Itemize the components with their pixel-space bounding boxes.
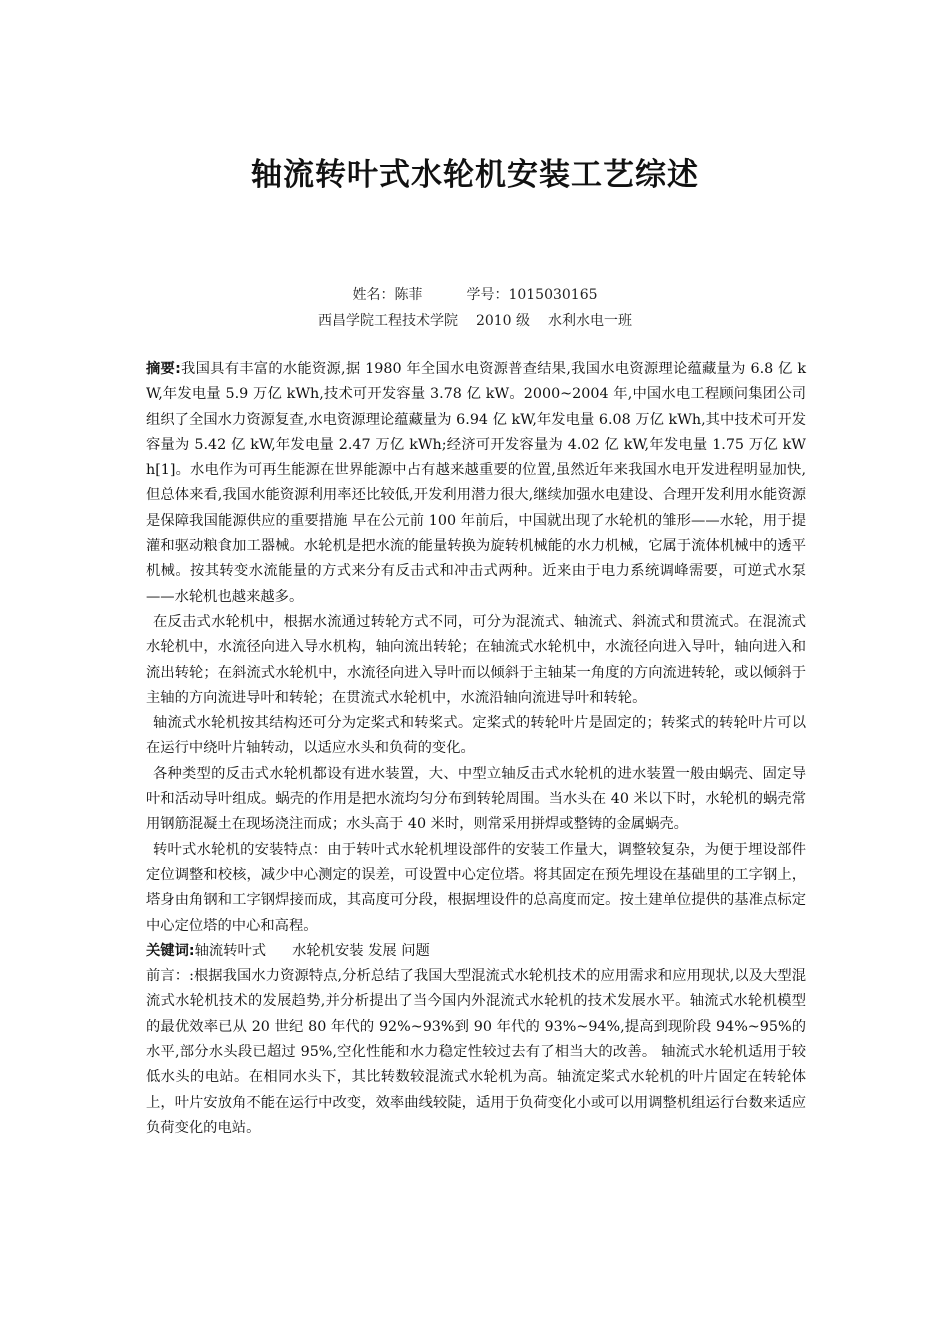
keyword-item: 水轮机安装	[292, 942, 364, 959]
school-name: 西昌学院工程技术学院	[317, 313, 458, 329]
body-paragraph-1: 在反击式水轮机中，根据水流通过转轮方式不同，可分为混流式、轴流式、斜流式和贯流式。在混流式水轮机中，水流径向进入导水机构，轴向流出转轮；在轴流式水轮机中，水流径向进入导叶，轴向进入和流出转轮；在斜流式水轮机中，水流径向进入导叶而以倾斜于主轴某一角度的方向流进转轮，或以倾斜于主轴的方向流进导叶和转轮；在贯流式水轮机中，水流沿轴向流进导叶和转轮。	[146, 613, 806, 706]
abstract-paragraph	[146, 357, 806, 610]
keyword-item: 轴流转叶式	[194, 942, 267, 959]
keyword-item: 问题	[401, 942, 430, 959]
body-paragraph-2: 轴流式水轮机按其结构还可分为定桨式和转桨式。定桨式的转轮叶片是固定的；转桨式的转轮叶片可以在运行中绕叶片轴转动，以适应水头和负荷的变化。	[146, 715, 806, 757]
class-name: 水利水电一班	[548, 313, 633, 329]
author-name: 陈菲	[394, 287, 423, 303]
student-id-label: 学号：	[466, 287, 509, 303]
document-title: 轴流转叶式水轮机安装工艺综述	[251, 157, 699, 193]
preface-paragraph	[146, 964, 806, 1141]
abstract-label: 摘要:	[146, 361, 181, 377]
abstract-text: 我国具有丰富的水能资源,据 1980 年全国水电资源普查结果,我国水电资源理论蕴藏量为 6.8 亿 kW,年发电量 5.9 万亿 kWh,技术可开发容量 3.78 亿 kW。2000~2004 年,中国水电工程顾问集团公司组织了全国水力资源复查,水电资源理论蕴藏量为 6.94 亿 kW,年发电量 6.08 万亿 kWh,其中技术可开发容量为 5.42 亿 kW,年发电量 2.47 万亿 kWh;经济可开发容量为 4.02 亿 kW,年发电量 1.75 万亿 kWh[1]。水电作为可再生能源在世界能源中占有越来越重要的位置,虽然近年来我国水电开发进程明显加快,但总体来看,我国水能资源利用率还比较低,开发利用潜力很大,继续加强水电建设、合理开发利用水能资源是保障我国能源供应的重要措施 早在公元前 100 年前后，中国就出现了水轮机的雏形——水轮，用于提灌和驱动粮食加工器械。水轮机是把水流的能量转换为旋转机械能的水力机械，它属于流体机械中的透平机械。按其转变水流能量的方式来分有反击式和冲击式两种。近来由于电力系统调峰需要，可逆式水泵——水轮机也越来越多。	[146, 361, 807, 605]
keywords-label: 关键词:	[146, 942, 195, 959]
document-body	[146, 357, 806, 1141]
student-id: 1015030165	[508, 287, 598, 303]
grade: 2010 级	[475, 313, 531, 329]
body-paragraph-4: 转叶式水轮机的安装特点：由于转叶式水轮机埋设部件的安装工作量大，调整较复杂，为便于埋设部件定位调整和校核，减少中心测定的误差，可设置中心定位塔。将其固定在预先埋设在基础里的工字钢上，塔身由角钢和工字钢焊接而成，其高度可分段，根据埋设件的总高度而定。按土建单位提供的基准点标定中心定位塔的中心和高程。	[146, 841, 806, 934]
affiliation-line	[0, 310, 950, 332]
body-paragraph-3: 各种类型的反击式水轮机都设有进水装置，大、中型立轴反击式水轮机的进水装置一般由蜗壳、固定导叶和活动导叶组成。蜗壳的作用是把水流均匀分布到转轮周围。当水头在 40 米以下时，水轮机的蜗壳常用钢筋混凝土在现场浇注而成；水头高于 40 米时，则常采用拼焊或整铸的金属蜗壳。	[146, 765, 806, 833]
author-line	[0, 284, 950, 306]
keywords-paragraph	[146, 939, 806, 964]
name-label: 姓名：	[352, 287, 395, 303]
keyword-item: 发展	[368, 942, 397, 959]
preface-label: 前言：	[146, 968, 190, 985]
preface-text: :根据我国水力资源特点,分析总结了我国大型混流式水轮机技术的应用需求和应用现状,以及大型混流式水轮机技术的发展趋势,并分析提出了当今国内外混流式水轮机的技术发展水平。轴流式水轮机模型的最优效率已从 20 世纪 80 年代的 92%~93%到 90 年代的 93%~94%,提高到现阶段 94%~95%的水平,部分水头段已超过 95%,空化性能和水力稳定性较过去有了相当大的改善。 轴流式水轮机适用于较低水头的电站。在相同水头下，其比转数较混流式水轮机为高。轴流定桨式水轮机的叶片固定在转轮体上，叶片安放角不能在运行中改变，效率曲线较陡，适用于负荷变化小或可以用调整机组运行台数来适应负荷变化的电站。	[146, 968, 807, 1136]
